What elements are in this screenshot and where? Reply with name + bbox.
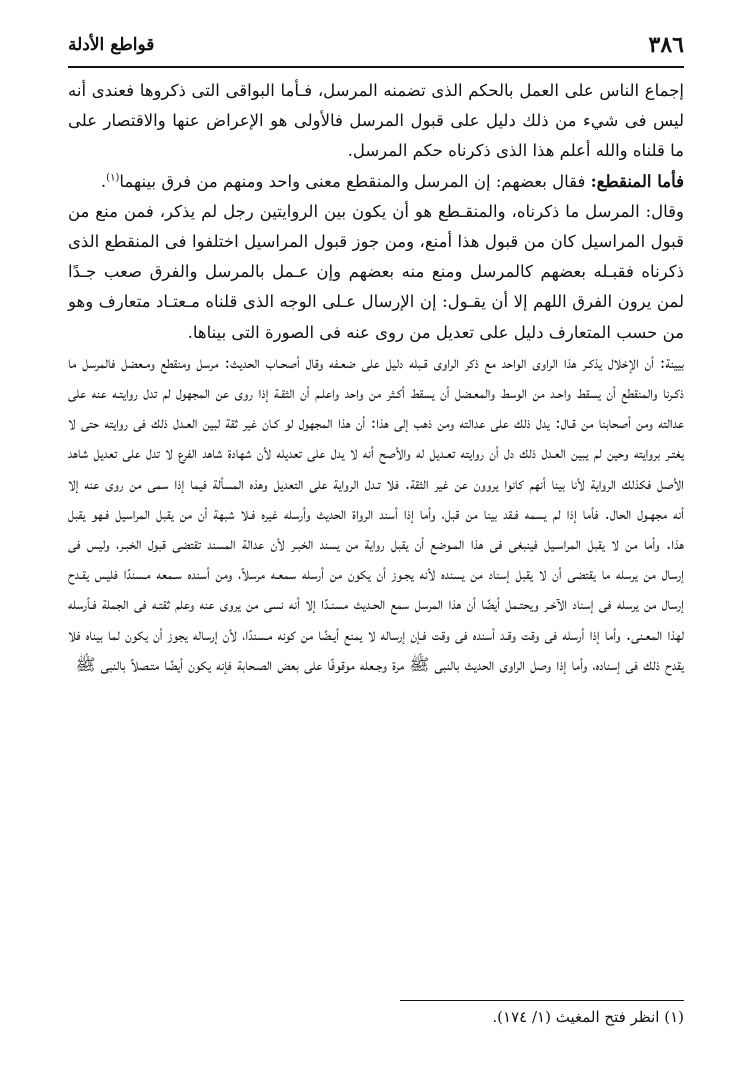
paragraph-4: بيينة: أن الإخلال يذكـر هذا الراوى الواحد مع ذكر الراوى قـبله دليل على ضعـفه وقال أصحـاب الحديث: مرسل ومنقطع ومـعضل فالمرسل ما ذكـرنا والمنقطع أن يسقط واحـد من الوسط والمعـضل أن يسقط أكـثر من واحد واعلـم أن الثقـة إذا روى عن المجهول لم تدل روايتـه عنه على عدالته ومن أصحابنا من قـال: يدل ذلك على عدالته ومن ذهب إلى هذا: أن هذا المجهول لو كـان غير ثقة لبين العـدل ذلك فى روايته حتى لا يغتـر بروايته وحين لم يبين العـدل ذلك دل أن روايته تعـديل له والأصح أنه لا يدل على تعديله لأن شهادة شاهد الفرع لا تدل على تعديل شاهد الأصل فكذلك الرواية لأنا بينا أنهم كانوا يروون عن غير الثقة. فلا تـدل الرواية على التعديل وهذه المسألة فيما إذا سمى من روى عنه إلا أنه مجهـول الحال. فأما إذا لم يسمه فـقد بينا من قبل، وأما إذا أسند الرواة الحديث وأرسله غيره فـلا شبهة أن من يقبل المراسيل فـهو يقبل هذا. وأما من لا يقبل المراسـيل فينبغى فى هذا المـوضع أن يقبل رواية من يسند الخبـر لأن عدالة المسند تقتضى قبول الخبـر، وليس فى إرسال من يرسله ما يقتضى أن لا يقبل إسناد من يسنده لأنه يجـوز أن يكون من أرسله سمعـه مرسلاً، ومن أسنده سـمعه مـسندًا فليس يقـدح إرسال من يرسله فى إسناد الآخـر ويحتـمل أيضًا أن هذا المرسل سمع الحـديث مسنـدًا إلا أنه نسى من يروى عنه وعلم ثقتـه فى الجملة فـأرسله لهذا المعـنى. وأما إذا أرسله فى وقت وقـد أسنده فى وقت فـإن إرساله لا يمنع أيـضًا من كونه مـسندًا، لأن إرساله يجوز أن يكون لما بيناه فلا يقدح ذلك فى إسناده، وأما إذا وصل الراوى الحديث بالنبى ﷺ مرة وجـعله موقوفًا على بعض الصـحابة فإنه يكون أيضًا متـصلاً بالنبى ﷺ xyxy=(68,352,684,674)
header-rule xyxy=(68,66,684,68)
paragraph-2-text: فقال بعضهم: إن المرسل والمنقطع معنى واحد ومنهم من فرق بينهما xyxy=(119,171,591,191)
footnote-reference: (١) xyxy=(106,172,120,184)
page-number: ٣٨٦ xyxy=(648,32,684,58)
paragraph-2-end: . xyxy=(100,171,107,191)
footnote: (١) انظر فتح المغيث (١/ ١٧٤). xyxy=(492,1008,684,1026)
paragraph-3: وقال: المرسل ما ذكرناه، والمنقـطع هو أن يكون بين الروايتين رجل لم يذكر، فمن منع من قبول المراسيل كان من قبول هذا أمنع، ومن جوز قبول المراسيل اختلفوا فى المنقطع الذى ذكرناه فقبـله بعضهم كالمرسل ومنع منه بعضهم وإن عـمل بالمرسل والفرق صعب جـدًا لمن يرون الفرق اللهم إلا أن يقـول: إن الإرسال عـلى الوجه الذى قلناه مـعتـاد متعارف وهو من حسب المتعارف دليل على تعديل من روى عنه فى الصورة التى بيناها. xyxy=(68,201,684,342)
term-munqati: فأما المنقطع: xyxy=(590,171,684,191)
paragraph-2 xyxy=(68,167,684,197)
footnote-rule xyxy=(400,1000,684,1001)
body-text xyxy=(68,76,684,680)
running-title: قواطع الأدلة xyxy=(68,35,155,55)
paragraph-1: إجماع الناس على العمل بالحكم الذى تضمنه المرسل، فـأما البواقى التى ذكروها فعندى أنه ليس فى شيء من ذلك دليل على قبول المرسل فالأولى هو الإعراض عنها والاقتصار على ما قلناه والله أعلم هذا الذى ذكرناه حكم المرسل. xyxy=(68,81,684,161)
page-header xyxy=(68,30,684,60)
